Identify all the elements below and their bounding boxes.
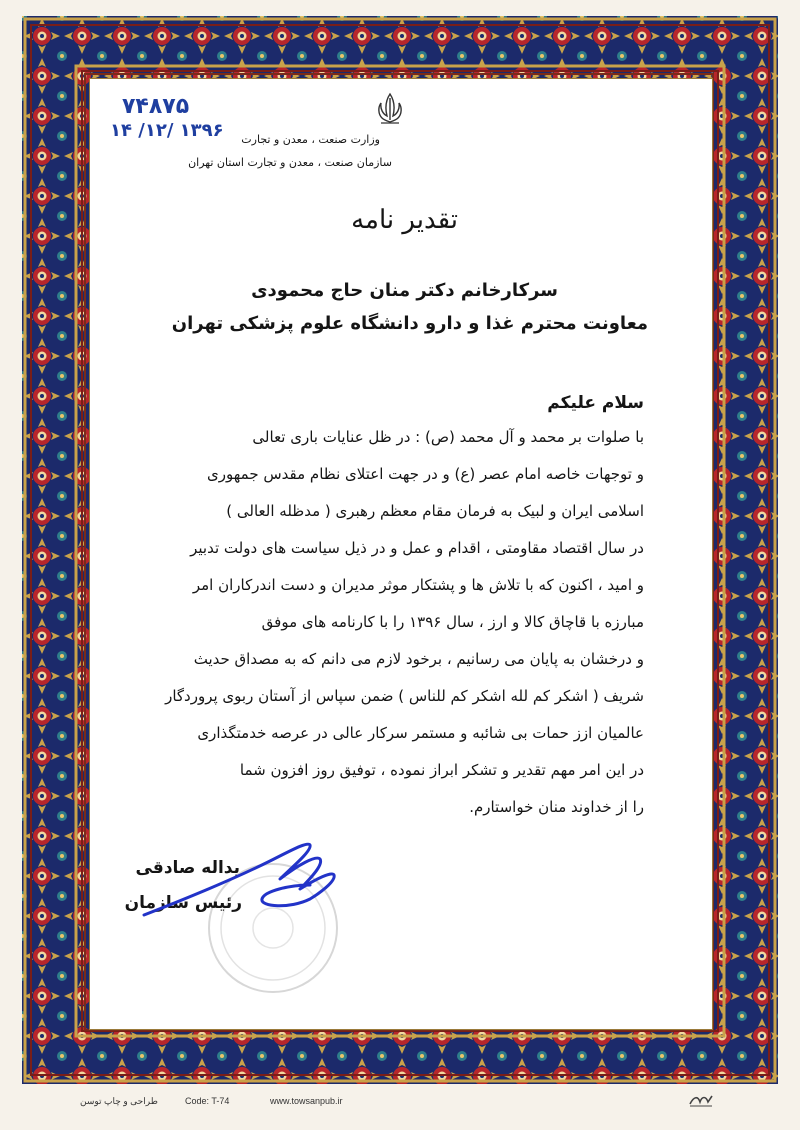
signatory-name: یداله صادقی [135,858,240,878]
recipient-title: معاونت محترم غذا و دارو دانشگاه علوم پزشکی تهران [171,313,648,334]
body-line-5: و امید ، اکنون که با تلاش ها و پشتکار موثر مدیران و دست اندرکاران امر [192,576,644,594]
signatory-position: رئیس سازمان [124,893,242,913]
letter-number: ۷۴۸۷۵ [122,94,190,119]
body-line-8: شریف ( اشکر کم لله اشکر کم للناس ) ضمن سپاس از آستان ربوی پروردگار [165,687,644,705]
letter-date: ۱۳۹۶ /۱۲/ ۱۴ [110,120,224,141]
body-line-9: عالمیان ازز حمات بی شائبه و مستمر سرکار عالی در عرصه خدمتگذاری [197,724,644,742]
body-line-2: و توجهات خاصه امام عصر (ع) و در جهت اعتلای نظام مقدس جمهوری [207,465,644,483]
product-code: Code: T-74 [185,1096,230,1106]
organization-name: سازمان صنعت ، معدن و تجارت استان تهران [188,156,392,169]
greeting: سلام علیکم [547,393,644,413]
body-line-3: اسلامی ایران و لبیک به فرمان مقام معظم رهبری ( مدظله العالی ) [226,502,644,520]
publisher-website: www.towsanpub.ir [270,1096,343,1106]
body-line-11: را از خداوند منان خواستارم. [469,798,644,816]
body-line-4: در سال اقتصاد مقاومتی ، اقدام و عمل و در ذیل سیاست های دولت تدبیر [190,539,644,557]
iran-emblem-icon [372,90,408,126]
publisher-credit: طراحی و چاپ توسن [80,1096,158,1106]
body-line-10: در این امر مهم تقدیر و تشکر ابراز نموده ، توفیق روز افزون شما [239,761,644,779]
body-line-6: مبارزه با قاچاق کالا و ارز ، سال ۱۳۹۶ را با کارنامه های موفق [261,613,644,631]
body-line-7: و درخشان به پایان می رسانیم ، برخود لازم می دانم که به مصداق حدیث [193,650,644,668]
document-title: تقدیر نامه [351,205,458,235]
signature-scribble [140,835,350,925]
publisher-logo-icon [688,1092,714,1108]
body-line-1: با صلوات بر محمد و آل محمد (ص) : در ظل عنایات باری تعالی [252,428,644,446]
ministry-name: وزارت صنعت ، معدن و تجارت [241,133,380,146]
recipient-name: سرکارخانم دکتر منان حاج محمودی [251,280,558,301]
